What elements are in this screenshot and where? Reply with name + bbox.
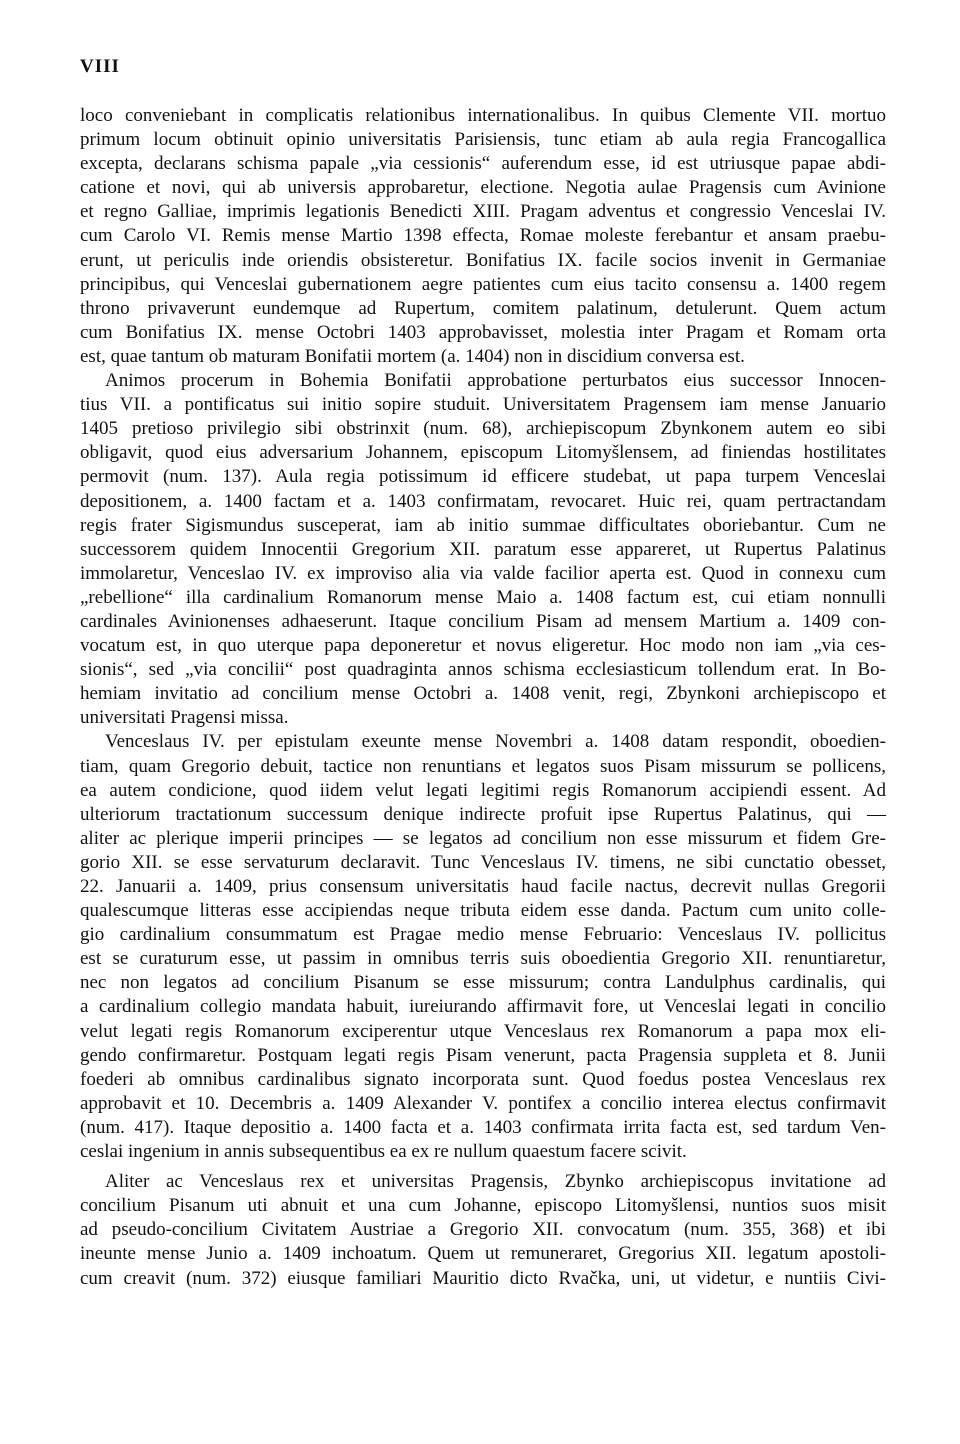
text-line: ceslai ingenium in annis subsequentibus ea ex re nullum quaestum facere scivit. — [80, 1141, 687, 1163]
text-line: 1405 pretioso privilegio sibi obstrinxit (num. 68), archiepiscopum Zbynkonem autem eo sibi — [80, 418, 886, 440]
text-line: Venceslaus IV. per epistulam exeunte mense Novembri a. 1408 datam respondit, oboedien- — [105, 731, 886, 753]
text-line: Animos procerum in Bohemia Bonifatii approbatione perturbatos eius successor Innocen- — [105, 370, 886, 392]
text-line: primum locum obtinuit opinio universitatis Parisiensis, tunc etiam ab aula regia Francogallica — [80, 129, 886, 151]
text-line: cum creavit (num. 372) eiusque familiari Mauritio dicto Rvačka, uni, ut videtur, e nuntiis Civi- — [80, 1267, 886, 1289]
text-line: regis frater Sigismundus susceperat, iam ab initio summae difficultates oboriebantur. Cum ne — [80, 514, 886, 536]
text-line: a cardinalium collegio mandata habuit, iureiurando affirmavit fore, ut Venceslai legati in concilio — [80, 996, 886, 1018]
text-line: ad pseudo-concilium Civitatem Austriae a Gregorio XII. convocatum (num. 355, 368) et ibi — [80, 1219, 886, 1241]
text-line: concilium Pisanum uti abnuit et una cum Johanne, episcopo Litomyšlensi, nuntios suos misit — [80, 1195, 886, 1217]
text-line: nec non legatos ad concilium Pisanum se esse missurum; contra Landulphus cardinalis, qui — [80, 972, 886, 994]
text-line: qualescumque litteras esse accipiendas neque tributa eidem esse danda. Pactum cum unito colle- — [80, 900, 886, 922]
page-number: VIII — [80, 56, 120, 77]
text-line: aliter ac plerique imperii principes — se legatos ad concilium non esse missurum et fidem Gre- — [80, 827, 886, 849]
text-line: ineunte mense Junio a. 1409 inchoatum. Quem ut remuneraret, Gregorius XII. legatum apostoli- — [80, 1243, 886, 1265]
text-line: permovit (num. 137). Aula regia potissimum id efficere studebat, ut papa turpem Venceslai — [80, 466, 886, 488]
text-line: obligavit, quod eius adversarium Johannem, episcopum Litomyšlensem, ad finiendas hostilitates — [80, 442, 886, 464]
text-line: Aliter ac Venceslaus rex et universitas Pragensis, Zbynko archiepiscopus invitatione ad — [105, 1171, 886, 1193]
text-line: gio cardinalium consummatum est Pragae medio mense Februario: Venceslaus IV. pollicitus — [80, 924, 886, 946]
text-line: gorio XII. se esse servaturum declaravit. Tunc Venceslaus IV. timens, ne sibi cunctatio obesset, — [80, 851, 886, 873]
text-line: est, quae tantum ob maturam Bonifatii mortem (a. 1404) non in discidium conversa est. — [80, 345, 745, 367]
text-line: ea autem condicione, quod iidem velut legati legitimi regis Romanorum accipiendi essent. Ad — [80, 779, 886, 801]
text-line: cum Bonifatius IX. mense Octobri 1403 approbavisset, molestia inter Pragam et Romam orta — [80, 321, 886, 343]
body-text — [80, 104, 886, 1291]
text-line: excepta, declarans schisma papale „via cessionis“ auferendum esse, id est utriusque papae abdi- — [80, 153, 886, 175]
text-line: depositionem, a. 1400 factam et a. 1403 confirmatam, revocaret. Huic rei, quam pertractandam — [80, 490, 886, 512]
text-line: erunt, ut periculis inde oriendis obsisteretur. Bonifatius IX. facile socios invenit in Germaniae — [80, 249, 886, 271]
text-line: successorem quidem Innocentii Gregorium XII. paratum esse appareret, ut Rupertus Palatinus — [80, 538, 886, 560]
text-line: sionis“, sed „via concilii“ post quadraginta annos schisma ecclesiasticum tollendum erat. In Bo- — [80, 659, 886, 681]
text-line: ulteriorum tractationum successum denique indirecte profuit ipse Rupertus Palatinus, qui — — [80, 803, 886, 825]
text-line: (num. 417). Itaque depositio a. 1400 facta et a. 1403 confirmata irrita facta est, sed tardum Ven- — [80, 1116, 886, 1138]
text-line: est se curaturum esse, ut passim in omnibus terris suis oboedientia Gregorio XII. renuntiaretur, — [80, 948, 886, 970]
text-line: foederi ab omnibus cardinalibus signato incorporata sunt. Quod foedus postea Venceslaus rex — [80, 1068, 886, 1090]
text-line: cardinales Avinionenses adhaeserunt. Itaque concilium Pisam ad mensem Martium a. 1409 con- — [80, 610, 886, 632]
text-line: cum Carolo VI. Remis mense Martio 1398 effecta, Romae moleste ferebantur et ansam praebu- — [80, 225, 886, 247]
text-line: loco conveniebant in complicatis relationibus internationalibus. In quibus Clemente VII. mortuo — [80, 105, 886, 126]
text-line: throno privaverunt eundemque ad Rupertum, comitem palatinum, detulerunt. Quem actum — [80, 297, 886, 319]
text-line: tius VII. a pontificatus sui initio sopire studuit. Universitatem Pragensem iam mense Januario — [80, 394, 886, 416]
text-line: velut legati regis Romanorum exciperentur utque Venceslaus rex Romanorum a papa mox eli- — [80, 1020, 886, 1042]
text-line: principibus, qui Venceslai gubernationem aegre patientes cum eius tacito consensu a. 1400 regem — [80, 273, 886, 295]
text-line: approbavit et 10. Decembris a. 1409 Alexander V. pontifex a concilio interea electus confirmavit — [80, 1092, 886, 1114]
text-line: immolaretur, Venceslao IV. ex improviso alia via valde facilior aperta est. Quod in connexu cum — [80, 562, 886, 584]
text-line: 22. Januarii a. 1409, prius consensum universitatis haud facile nactus, decrevit nullas Gregorii — [80, 876, 886, 897]
text-line: vocatum est, in quo uterque papa deponeretur et novus eligeretur. Hoc modo non iam „via ces- — [80, 635, 886, 657]
text-line: hemiam invitatio ad concilium mense Octobri a. 1408 venit, regi, Zbynkoni archiepiscopo et — [80, 683, 886, 705]
text-line: universitati Pragensi missa. — [80, 707, 289, 729]
text-line: et regno Galliae, imprimis legationis Benedicti XIII. Pragam adventus et congressio Venceslai IV. — [80, 201, 886, 223]
text-line: tiam, quam Gregorio debuit, tactice non renuntians et legatos suos Pisam missurum se pollicens, — [80, 755, 886, 777]
text-line: gendo confirmaretur. Postquam legati regis Pisam venerunt, pacta Pragensia suppleta et 8. Junii — [80, 1044, 886, 1066]
text-line: catione et novi, qui ab universis approbaretur, electione. Negotia aulae Pragensis cum Avinione — [80, 177, 886, 199]
text-line: „rebellione“ illa cardinalium Romanorum mense Maio a. 1408 factum est, cui etiam nonnulli — [80, 586, 886, 608]
